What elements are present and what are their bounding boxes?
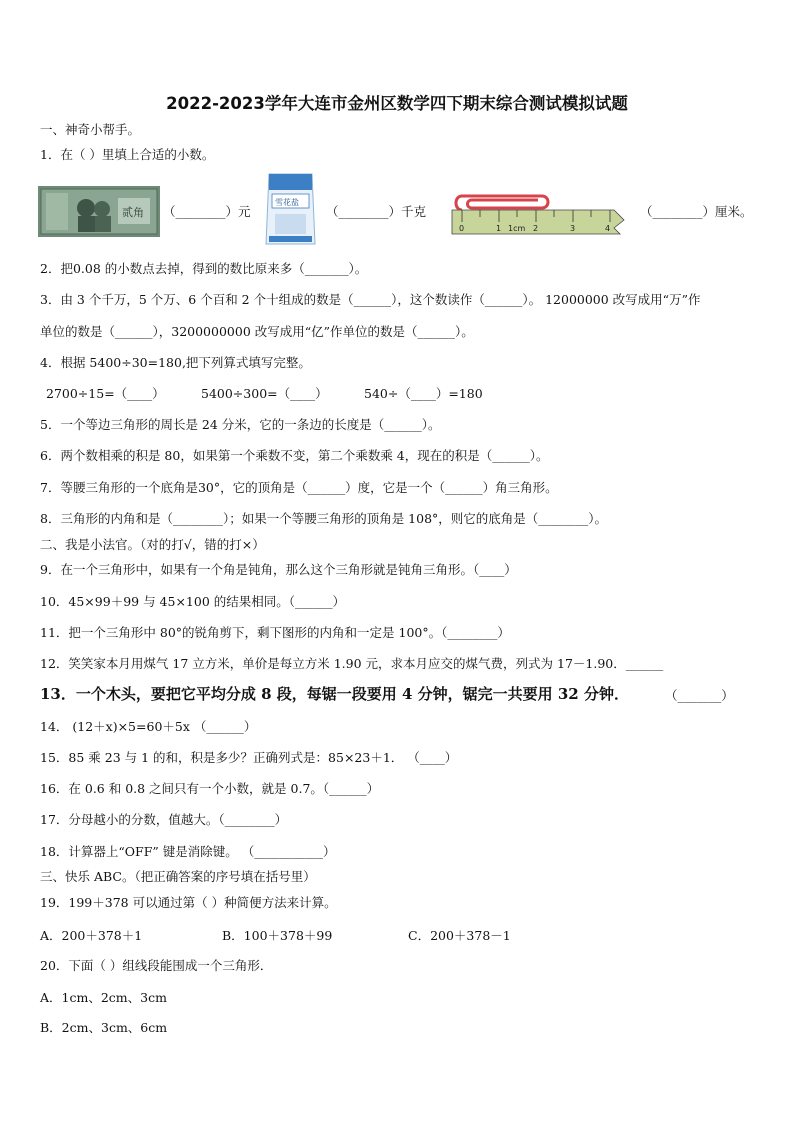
ruler-label-4: 4	[605, 224, 611, 233]
question-6: 6．两个数相乘的积是 80，如果第一个乘数不变，第二个乘数乘 4，现在的积是（______）。	[40, 448, 549, 463]
q19-option-b: B．100＋378＋99	[222, 928, 333, 943]
question-3-line-1: 3．由 3 个千万，5 个万、6 个百和 2 个十组成的数是（______），这个数读作（______）。 12000000 改写成用“万”作	[40, 292, 701, 307]
bag-text: 雪花盐	[275, 198, 299, 207]
section-2-heading: 二、我是小法官。（对的打√，错的打×）	[40, 537, 265, 552]
section-1-heading: 一、神奇小帮手。	[40, 122, 141, 137]
question-2: 2．把0.08 的小数点去掉，得到的数比原来多（_______）。	[40, 261, 368, 276]
question-13: 13．一个木头，要把它平均分成 8 段，每锯一段要用 4 分钟，锯完一共要用 32 分钟．	[40, 685, 629, 703]
q20-option-a: A．1cm、2cm、3cm	[40, 990, 167, 1005]
section-3-heading: 三、快乐 ABC。（把正确答案的序号填在括号里）	[40, 869, 316, 884]
question-19: 19．199＋378 可以通过第（ ）种简便方法来计算。	[40, 895, 337, 910]
banknote-image	[38, 186, 160, 237]
ruler-label-unit: 1cm	[508, 224, 526, 233]
question-5: 5．一个等边三角形的周长是 24 分米，它的一条边的长度是（______）。	[40, 417, 441, 432]
question-11: 11．把一个三角形中 80°的锐角剪下，剩下图形的内角和一定是 100°。（________）	[40, 625, 510, 640]
q1-blank-yuan: （________）元	[163, 204, 251, 219]
page-title: 2022-2023学年大连市金州区数学四下期末综合测试模拟试题	[166, 94, 628, 113]
question-12: 12．笑笑家本月用煤气 17 立方米，单价是每立方米 1.90 元，求本月应交的煤气费，列式为 17－1.90．______	[40, 656, 664, 671]
q1-blank-kg: （________）千克	[326, 204, 427, 219]
question-1: 1．在（ ）里填上合适的小数。	[40, 147, 215, 162]
q19-option-c: C．200＋378－1	[408, 928, 511, 943]
question-14: 14． (12＋x)×5=60＋5x （______）	[40, 719, 257, 734]
q19-option-a: A．200＋378＋1	[40, 928, 143, 943]
salt-bag-image	[263, 170, 318, 248]
q4-item-2: 5400÷300=（____）	[201, 386, 328, 401]
question-16: 16．在 0.6 和 0.8 之间只有一个小数，就是 0.7。（______）	[40, 781, 380, 796]
question-18: 18．计算器上“OFF” 键是消除键。 （___________）	[40, 844, 336, 859]
question-8: 8．三角形的内角和是（________）；如果一个等腰三角形的顶角是 108°，则它的底角是（________）。	[40, 511, 608, 526]
question-4: 4．根据 5400÷30=180,把下列算式填写完整。	[40, 355, 311, 370]
question-17: 17．分母越小的分数，值越大。（________）	[40, 812, 288, 827]
q13-blank: （_______）	[665, 688, 734, 703]
q20-option-b: B．2cm、3cm、6cm	[40, 1020, 168, 1035]
question-20: 20．下面（ ）组线段能围成一个三角形．	[40, 958, 273, 973]
q4-item-3: 540÷（____）=180	[364, 386, 483, 401]
q4-item-1: 2700÷15=（____）	[46, 386, 165, 401]
question-3-line-2: 单位的数是（______），3200000000 改写成用“亿”作单位的数是（______）。	[40, 324, 474, 339]
question-15: 15．85 乘 23 与 1 的和，积是多少？正确列式是：85×23＋1． （____）	[40, 750, 458, 765]
question-7: 7．等腰三角形的一个底角是30°，它的顶角是（______）度，它是一个（______）角三角形。	[40, 480, 558, 495]
ruler-label-1: 1	[496, 224, 502, 233]
ruler-label-2: 2	[533, 224, 539, 233]
ruler-label-3: 3	[570, 224, 576, 233]
question-9: 9．在一个三角形中，如果有一个角是钝角，那么这个三角形就是钝角三角形。（____）	[40, 562, 517, 577]
ruler-with-paperclip-image	[450, 188, 630, 238]
banknote-text: 贰角	[122, 206, 144, 219]
question-10: 10．45×99＋99 与 45×100 的结果相同。（______）	[40, 594, 346, 609]
ruler-label-0: 0	[459, 224, 465, 233]
q1-blank-cm: （________）厘米。	[640, 204, 753, 219]
